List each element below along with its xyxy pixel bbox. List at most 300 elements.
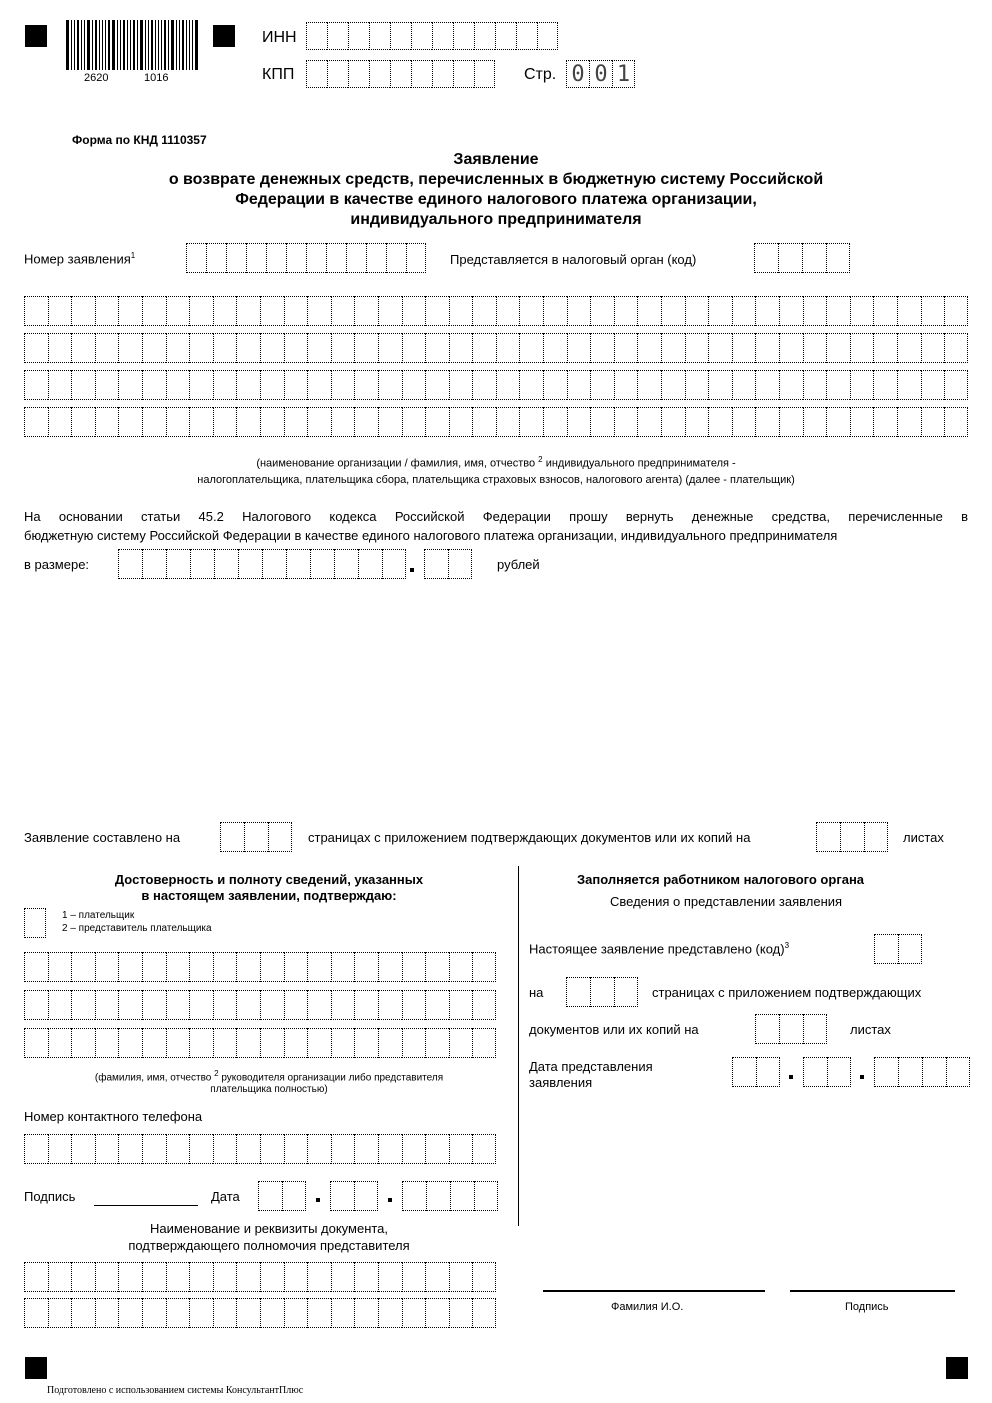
input-cell[interactable] xyxy=(369,22,390,50)
input-cell[interactable] xyxy=(24,333,48,363)
input-cell[interactable] xyxy=(220,822,244,852)
input-cell[interactable] xyxy=(24,1134,48,1164)
input-cell[interactable] xyxy=(118,370,142,400)
input-cell[interactable] xyxy=(472,990,496,1020)
input-cell[interactable] xyxy=(24,990,48,1020)
input-cell[interactable] xyxy=(71,1134,95,1164)
input-cell[interactable] xyxy=(24,407,48,437)
input-cell[interactable] xyxy=(474,1181,498,1211)
input-cell[interactable] xyxy=(922,1057,946,1087)
grid-row[interactable] xyxy=(24,296,968,326)
input-cell[interactable] xyxy=(24,952,48,982)
input-cell[interactable] xyxy=(897,370,921,400)
input-cell[interactable] xyxy=(590,333,614,363)
input-cell[interactable] xyxy=(95,296,119,326)
input-cell[interactable] xyxy=(284,333,308,363)
input-cell[interactable] xyxy=(48,333,72,363)
input-cell[interactable] xyxy=(708,296,732,326)
input-cell[interactable] xyxy=(284,990,308,1020)
input-cell[interactable] xyxy=(708,333,732,363)
input-cell[interactable] xyxy=(921,333,945,363)
input-cell[interactable] xyxy=(310,549,334,579)
input-cell[interactable] xyxy=(566,977,590,1007)
input-cell[interactable] xyxy=(448,549,472,579)
input-cell[interactable] xyxy=(236,1028,260,1058)
input-cell[interactable] xyxy=(519,370,543,400)
input-cell[interactable] xyxy=(307,990,331,1020)
input-cell[interactable] xyxy=(24,1028,48,1058)
input-cell[interactable] xyxy=(567,296,591,326)
input-cell[interactable] xyxy=(306,60,327,88)
input-cell[interactable] xyxy=(378,333,402,363)
input-cell[interactable] xyxy=(661,296,685,326)
input-cell[interactable] xyxy=(236,370,260,400)
rdate-day-cells[interactable] xyxy=(732,1057,780,1087)
input-cell[interactable] xyxy=(213,1298,237,1328)
input-cell[interactable] xyxy=(354,333,378,363)
input-cell[interactable] xyxy=(118,333,142,363)
input-cell[interactable] xyxy=(873,370,897,400)
input-cell[interactable] xyxy=(840,822,864,852)
input-cell[interactable] xyxy=(590,407,614,437)
input-cell[interactable] xyxy=(732,333,756,363)
input-cell[interactable] xyxy=(24,1262,48,1292)
input-cell[interactable] xyxy=(213,333,237,363)
input-cell[interactable] xyxy=(378,1134,402,1164)
input-cell[interactable] xyxy=(238,549,262,579)
grid-row[interactable] xyxy=(24,1028,496,1058)
input-cell[interactable] xyxy=(944,333,968,363)
input-cell[interactable] xyxy=(354,1134,378,1164)
input-cell[interactable] xyxy=(614,977,638,1007)
input-cell[interactable] xyxy=(48,990,72,1020)
input-cell[interactable] xyxy=(118,549,142,579)
input-cell[interactable] xyxy=(24,370,48,400)
input-cell[interactable] xyxy=(826,333,850,363)
input-cell[interactable] xyxy=(779,333,803,363)
input-cell[interactable] xyxy=(897,333,921,363)
input-cell[interactable] xyxy=(755,1014,779,1044)
input-cell[interactable] xyxy=(236,407,260,437)
input-cell[interactable] xyxy=(236,333,260,363)
input-cell[interactable] xyxy=(755,370,779,400)
input-cell[interactable] xyxy=(260,1028,284,1058)
input-cell[interactable] xyxy=(189,370,213,400)
input-cell[interactable] xyxy=(331,407,355,437)
input-cell[interactable] xyxy=(637,333,661,363)
pages-count-cells[interactable] xyxy=(220,822,292,852)
input-cell[interactable] xyxy=(567,333,591,363)
input-cell[interactable] xyxy=(732,370,756,400)
input-cell[interactable] xyxy=(402,1262,426,1292)
input-cell[interactable] xyxy=(284,1298,308,1328)
input-cell[interactable] xyxy=(803,296,827,326)
input-cell[interactable] xyxy=(661,333,685,363)
input-cell[interactable] xyxy=(166,1028,190,1058)
input-cell[interactable] xyxy=(850,407,874,437)
input-cell[interactable] xyxy=(382,549,406,579)
input-cell[interactable] xyxy=(426,1181,450,1211)
input-cell[interactable] xyxy=(354,1028,378,1058)
grid-row[interactable] xyxy=(24,333,968,363)
input-cell[interactable] xyxy=(873,333,897,363)
input-cell[interactable] xyxy=(402,1028,426,1058)
signature-line-right[interactable] xyxy=(790,1290,955,1292)
input-cell[interactable] xyxy=(166,1298,190,1328)
input-cell[interactable] xyxy=(472,952,496,982)
signature-line[interactable] xyxy=(94,1205,198,1206)
input-cell[interactable] xyxy=(284,1262,308,1292)
input-cell[interactable] xyxy=(803,333,827,363)
input-cell[interactable] xyxy=(142,1134,166,1164)
input-cell[interactable] xyxy=(614,370,638,400)
input-cell[interactable] xyxy=(425,1298,449,1328)
input-cell[interactable] xyxy=(118,407,142,437)
input-cell[interactable] xyxy=(354,1262,378,1292)
input-cell[interactable] xyxy=(432,60,453,88)
input-cell[interactable] xyxy=(661,407,685,437)
input-cell[interactable] xyxy=(348,60,369,88)
input-cell[interactable] xyxy=(95,407,119,437)
input-cell[interactable] xyxy=(590,977,614,1007)
date-day-cells[interactable] xyxy=(258,1181,306,1211)
input-cell[interactable] xyxy=(874,934,898,964)
input-cell[interactable] xyxy=(449,296,473,326)
input-cell[interactable] xyxy=(307,1134,331,1164)
input-cell[interactable] xyxy=(307,333,331,363)
input-cell[interactable] xyxy=(402,296,426,326)
submitted-code-cells[interactable] xyxy=(874,934,922,964)
input-cell[interactable] xyxy=(453,60,474,88)
input-cell[interactable] xyxy=(472,296,496,326)
input-cell[interactable] xyxy=(48,370,72,400)
input-cell[interactable] xyxy=(850,333,874,363)
grid-row[interactable] xyxy=(24,1262,496,1292)
sheets-count-cells[interactable] xyxy=(816,822,888,852)
input-cell[interactable] xyxy=(95,990,119,1020)
input-cell[interactable] xyxy=(472,407,496,437)
input-cell[interactable] xyxy=(402,990,426,1020)
input-cell[interactable] xyxy=(260,990,284,1020)
input-cell[interactable] xyxy=(472,1028,496,1058)
amount-rubles-cells[interactable] xyxy=(118,549,406,579)
input-cell[interactable] xyxy=(118,990,142,1020)
input-cell[interactable] xyxy=(166,952,190,982)
input-cell[interactable] xyxy=(474,22,495,50)
input-cell[interactable] xyxy=(118,296,142,326)
input-cell[interactable] xyxy=(331,1134,355,1164)
input-cell[interactable] xyxy=(732,407,756,437)
input-cell[interactable] xyxy=(378,407,402,437)
input-cell[interactable] xyxy=(779,1014,803,1044)
input-cell[interactable] xyxy=(354,1181,378,1211)
input-cell[interactable] xyxy=(189,1134,213,1164)
input-cell[interactable] xyxy=(334,549,358,579)
input-cell[interactable] xyxy=(190,549,214,579)
input-cell[interactable] xyxy=(331,370,355,400)
input-cell[interactable] xyxy=(307,370,331,400)
input-cell[interactable] xyxy=(284,1134,308,1164)
input-cell[interactable] xyxy=(213,1134,237,1164)
input-cell[interactable] xyxy=(449,1262,473,1292)
input-cell[interactable] xyxy=(118,1028,142,1058)
input-cell[interactable] xyxy=(778,243,802,273)
input-cell[interactable] xyxy=(474,60,495,88)
input-cell[interactable] xyxy=(637,407,661,437)
input-cell[interactable] xyxy=(142,1262,166,1292)
input-cell[interactable] xyxy=(142,333,166,363)
input-cell[interactable] xyxy=(402,1298,426,1328)
input-cell[interactable] xyxy=(246,243,266,273)
input-cell[interactable] xyxy=(755,407,779,437)
input-cell[interactable] xyxy=(567,370,591,400)
input-cell[interactable] xyxy=(166,549,190,579)
input-cell[interactable] xyxy=(48,1262,72,1292)
input-cell[interactable] xyxy=(779,370,803,400)
input-cell[interactable] xyxy=(590,370,614,400)
input-cell[interactable] xyxy=(166,990,190,1020)
input-cell[interactable] xyxy=(186,243,206,273)
input-cell[interactable] xyxy=(331,1028,355,1058)
input-cell[interactable] xyxy=(236,1134,260,1164)
input-cell[interactable] xyxy=(284,370,308,400)
input-cell[interactable] xyxy=(206,243,226,273)
input-cell[interactable] xyxy=(48,296,72,326)
input-cell[interactable] xyxy=(286,549,310,579)
input-cell[interactable] xyxy=(779,407,803,437)
input-cell[interactable] xyxy=(826,407,850,437)
input-cell[interactable] xyxy=(816,822,840,852)
input-cell[interactable] xyxy=(331,990,355,1020)
input-cell[interactable] xyxy=(213,952,237,982)
input-cell[interactable] xyxy=(803,1057,827,1087)
input-cell[interactable] xyxy=(944,407,968,437)
input-cell[interactable] xyxy=(260,296,284,326)
input-cell[interactable] xyxy=(755,333,779,363)
input-cell[interactable] xyxy=(354,1298,378,1328)
input-cell[interactable] xyxy=(95,1298,119,1328)
input-cell[interactable] xyxy=(71,370,95,400)
input-cell[interactable] xyxy=(268,822,292,852)
input-cell[interactable] xyxy=(425,1028,449,1058)
input-cell[interactable] xyxy=(850,370,874,400)
input-cell[interactable] xyxy=(189,296,213,326)
input-cell[interactable] xyxy=(614,333,638,363)
input-cell[interactable] xyxy=(827,1057,851,1087)
input-cell[interactable] xyxy=(260,333,284,363)
input-cell[interactable] xyxy=(756,1057,780,1087)
input-cell[interactable] xyxy=(754,243,778,273)
input-cell[interactable] xyxy=(472,333,496,363)
input-cell[interactable] xyxy=(226,243,246,273)
input-cell[interactable] xyxy=(411,22,432,50)
input-cell[interactable] xyxy=(354,370,378,400)
input-cell[interactable] xyxy=(236,1262,260,1292)
input-cell[interactable] xyxy=(496,370,520,400)
input-cell[interactable] xyxy=(390,60,411,88)
input-cell[interactable] xyxy=(71,990,95,1020)
input-cell[interactable] xyxy=(496,407,520,437)
input-cell[interactable] xyxy=(406,243,426,273)
input-cell[interactable] xyxy=(24,908,46,938)
input-cell[interactable] xyxy=(944,296,968,326)
input-cell[interactable] xyxy=(71,296,95,326)
input-cell[interactable] xyxy=(402,407,426,437)
input-cell[interactable] xyxy=(354,407,378,437)
input-cell[interactable] xyxy=(826,370,850,400)
grid-row[interactable] xyxy=(24,990,496,1020)
input-cell[interactable] xyxy=(637,296,661,326)
input-cell[interactable] xyxy=(543,296,567,326)
input-cell[interactable] xyxy=(425,370,449,400)
input-cell[interactable] xyxy=(331,952,355,982)
input-cell[interactable] xyxy=(708,370,732,400)
input-cell[interactable] xyxy=(425,952,449,982)
input-cell[interactable] xyxy=(378,990,402,1020)
input-cell[interactable] xyxy=(898,1057,922,1087)
input-cell[interactable] xyxy=(236,296,260,326)
input-cell[interactable] xyxy=(348,22,369,50)
input-cell[interactable] xyxy=(166,407,190,437)
input-cell[interactable] xyxy=(71,1298,95,1328)
input-cell[interactable] xyxy=(449,1028,473,1058)
input-cell[interactable] xyxy=(826,243,850,273)
input-cell[interactable] xyxy=(472,370,496,400)
input-cell[interactable] xyxy=(496,296,520,326)
input-cell[interactable] xyxy=(873,296,897,326)
input-cell[interactable] xyxy=(166,1134,190,1164)
input-cell[interactable] xyxy=(307,296,331,326)
input-cell[interactable] xyxy=(260,1134,284,1164)
inn-cells[interactable] xyxy=(306,22,558,50)
signer-type-cell[interactable] xyxy=(24,908,46,938)
input-cell[interactable] xyxy=(495,22,516,50)
date-year-cells[interactable] xyxy=(402,1181,498,1211)
grid-row[interactable] xyxy=(24,1298,496,1328)
input-cell[interactable] xyxy=(708,407,732,437)
input-cell[interactable] xyxy=(142,549,166,579)
input-cell[interactable] xyxy=(803,1014,827,1044)
rdate-year-cells[interactable] xyxy=(874,1057,970,1087)
input-cell[interactable] xyxy=(378,370,402,400)
input-cell[interactable] xyxy=(284,1028,308,1058)
input-cell[interactable] xyxy=(189,333,213,363)
input-cell[interactable] xyxy=(472,1298,496,1328)
input-cell[interactable] xyxy=(921,370,945,400)
input-cell[interactable] xyxy=(449,333,473,363)
input-cell[interactable] xyxy=(402,1134,426,1164)
phone-cells[interactable] xyxy=(24,1134,496,1164)
input-cell[interactable] xyxy=(71,1028,95,1058)
input-cell[interactable] xyxy=(779,296,803,326)
input-cell[interactable] xyxy=(732,1057,756,1087)
input-cell[interactable] xyxy=(48,1134,72,1164)
input-cell[interactable] xyxy=(519,296,543,326)
input-cell[interactable] xyxy=(282,1181,306,1211)
tax-authority-code-cells[interactable] xyxy=(754,243,850,273)
input-cell[interactable] xyxy=(71,1262,95,1292)
input-cell[interactable] xyxy=(453,22,474,50)
input-cell[interactable] xyxy=(424,549,448,579)
input-cell[interactable] xyxy=(260,407,284,437)
input-cell[interactable] xyxy=(425,990,449,1020)
input-cell[interactable] xyxy=(48,1298,72,1328)
input-cell[interactable] xyxy=(472,1262,496,1292)
input-cell[interactable] xyxy=(614,296,638,326)
input-cell[interactable] xyxy=(306,243,326,273)
input-cell[interactable] xyxy=(213,1028,237,1058)
input-cell[interactable] xyxy=(661,370,685,400)
input-cell[interactable] xyxy=(519,407,543,437)
input-cell[interactable] xyxy=(95,1028,119,1058)
input-cell[interactable] xyxy=(685,296,709,326)
input-cell[interactable] xyxy=(354,952,378,982)
input-cell[interactable] xyxy=(369,60,390,88)
input-cell[interactable] xyxy=(543,407,567,437)
input-cell[interactable] xyxy=(354,990,378,1020)
input-cell[interactable] xyxy=(496,333,520,363)
input-cell[interactable] xyxy=(802,243,826,273)
input-cell[interactable] xyxy=(286,243,306,273)
input-cell[interactable] xyxy=(685,333,709,363)
input-cell[interactable] xyxy=(71,407,95,437)
input-cell[interactable] xyxy=(386,243,406,273)
input-cell[interactable] xyxy=(306,22,327,50)
input-cell[interactable] xyxy=(346,243,366,273)
input-cell[interactable] xyxy=(732,296,756,326)
input-cell[interactable] xyxy=(378,1298,402,1328)
input-cell[interactable] xyxy=(449,952,473,982)
input-cell[interactable] xyxy=(118,1134,142,1164)
input-cell[interactable] xyxy=(378,952,402,982)
input-cell[interactable] xyxy=(189,1028,213,1058)
input-cell[interactable] xyxy=(402,1181,426,1211)
input-cell[interactable] xyxy=(307,952,331,982)
grid-row[interactable] xyxy=(24,952,496,982)
input-cell[interactable] xyxy=(425,1134,449,1164)
input-cell[interactable] xyxy=(358,549,382,579)
input-cell[interactable] xyxy=(873,407,897,437)
input-cell[interactable] xyxy=(331,1262,355,1292)
input-cell[interactable] xyxy=(543,333,567,363)
input-cell[interactable] xyxy=(142,1028,166,1058)
input-cell[interactable] xyxy=(48,407,72,437)
input-cell[interactable] xyxy=(236,990,260,1020)
input-cell[interactable] xyxy=(214,549,238,579)
input-cell[interactable] xyxy=(213,1262,237,1292)
input-cell[interactable] xyxy=(142,370,166,400)
application-number-cells[interactable] xyxy=(186,243,426,273)
input-cell[interactable] xyxy=(402,333,426,363)
kpp-cells[interactable] xyxy=(306,60,495,88)
input-cell[interactable] xyxy=(402,952,426,982)
input-cell[interactable] xyxy=(166,296,190,326)
input-cell[interactable] xyxy=(236,1298,260,1328)
input-cell[interactable] xyxy=(366,243,386,273)
input-cell[interactable] xyxy=(244,822,268,852)
input-cell[interactable] xyxy=(449,1298,473,1328)
input-cell[interactable] xyxy=(284,296,308,326)
input-cell[interactable] xyxy=(284,407,308,437)
input-cell[interactable] xyxy=(307,1262,331,1292)
input-cell[interactable] xyxy=(142,952,166,982)
input-cell[interactable] xyxy=(921,407,945,437)
input-cell[interactable] xyxy=(95,370,119,400)
input-cell[interactable] xyxy=(449,370,473,400)
input-cell[interactable] xyxy=(95,1134,119,1164)
input-cell[interactable] xyxy=(874,1057,898,1087)
input-cell[interactable] xyxy=(189,1298,213,1328)
